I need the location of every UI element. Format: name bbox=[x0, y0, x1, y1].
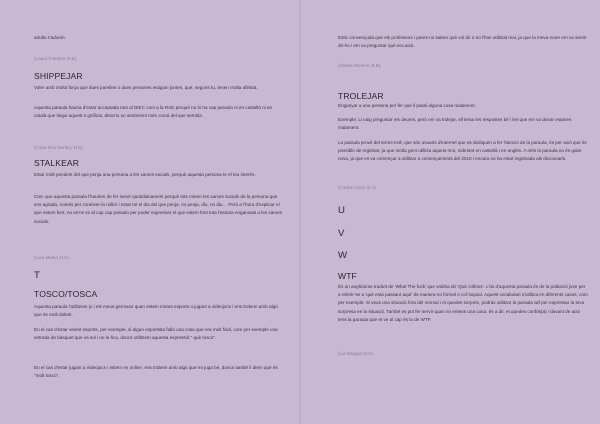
section-letter-v: V bbox=[338, 228, 345, 239]
tosco-example-sports: En el cas d'estar veient esports, per exemple, si algun esportista falla una cosa que era molt fàcil, com per exemple una entrada de bàsquet que va sol i no la fica, doncs utilitzem aquesta expressió " què tosco". bbox=[34, 327, 278, 341]
intro-citation: (Laura Fuentes 4t B) bbox=[34, 56, 77, 61]
tosco-definition: Aquesta paraula l'utilitzem jo i els meus germans quan estem mirant esports o jugant a videojocs i ens trobem amb algú que és molt dolent. bbox=[34, 304, 278, 318]
page-fold bbox=[299, 0, 301, 424]
tosco-example-videogames: En el cas d'estar jugant a videojocs i estem en online, ens trobem amb algú que no juga bé, doncs també li diem que és "molt tosco". bbox=[34, 365, 278, 379]
shippejar-explanation: Aquesta paraula hauria d'estar acceptada tant al DIEC com a la RAE perquè no hi ha cap paraula ni en castellà ni en català que tingui aquest s gnificat, descriu un sentiment més comú del que sembla. bbox=[34, 105, 273, 119]
entry-title-stalkear: STALKEAR bbox=[34, 158, 80, 168]
entry-title-wtf: WTF bbox=[338, 271, 357, 281]
stalkear-definition: Estar molt pendent del que penja una persona a les xarxes socials, perquè aquesta persona te el teu interès. bbox=[34, 172, 256, 177]
trolejar-example: Exemple: Li vaig preguntar els deures, però em va trolejar, ell tenia les respostes bé i les que em va donar estaven malament. bbox=[338, 117, 572, 131]
wtf-citation: (Lia Moguel 4t A) bbox=[338, 351, 373, 356]
entry-title-tosco: TOSCO/TOSCA bbox=[34, 289, 98, 299]
trolejar-definition: Enganyar a una persona per fer que li passi alguna cosa malament. bbox=[338, 103, 476, 108]
wtf-definition: És un anglicisme traduït de 'What The fuck' que voldria dir 'Què collons'. L'ús d'aquesta paraula és de la població jove per a referir-se a 'què està passant aquí' de manera no formal o col·loquial. Aquest vocabulari s'utilitza en diferents casos, com per exemple: Si veus una situació fora del normal i et quedes sorprès, podràs utilitzar la paraula wtf per expressar la teva sorpresa en la situació. També es pot fer servir quan no entens una cosa, és a dir, et quedes confós(a) i davant de això tens la paraula que et ve al cap és la de WTF. bbox=[338, 284, 588, 322]
entry-title-trolejar: TROLEJAR bbox=[338, 91, 384, 101]
trolejar-origin: La paraula prové del terme troll, que són usuaris d'internet que es dediquen a fer l'asoció de la paraula, és per això que és possible de registrar, ja que molta gent utilitza aquest mot, sobretot en castellà i en anglès. A més la paraula no és gaire nova, ja que es va començar a utilitzar a començaments del 2010 i encara no ha estat registrada als diccionaris. bbox=[338, 140, 587, 162]
entry-title-shippejar: SHIPPEJAR bbox=[34, 71, 83, 81]
shippejar-definition: Voler amb molta força que dues parelles o dues persones estiguin juntes, que, segons tu, tenen molta afinitat. bbox=[34, 85, 258, 90]
intro-citation: (Gisela Moreno 4t B) bbox=[338, 63, 381, 68]
section-letter-u: U bbox=[338, 205, 345, 216]
intro-text: adults s'adonin. bbox=[34, 35, 66, 40]
section-letter-w: W bbox=[338, 250, 348, 261]
stalkear-citation: (Laia Masià 4t A) bbox=[34, 255, 69, 260]
section-letter-t: T bbox=[34, 270, 40, 281]
trolejar-citation: (Carlos Cano 4t A) bbox=[338, 185, 376, 190]
intro-text: Estic convençuda que els professors i pares no saben què vol dir o no l'han utilitzat mai, ja que la meva mare em va sentir dir-ho i em va preguntar què era això. bbox=[338, 35, 587, 49]
shippejar-citation: (Carla Dux-Santoy 4t D) bbox=[34, 145, 84, 150]
stalkear-explanation: Crec que aquesta paraula l'haurien de fer servir quotidianament perquè tots mirem les xarxes socials de la persona que ens agrada, només per conèixer-la millor i estar tot el dia del que penja, no penja, diu, no diu… Però a l'hora d'explicar el que estem fent, no se'ns ve al cap cap paraula per poder expressar el que estem fent tota l'estona enganxats a les xarxes socials. bbox=[34, 194, 282, 224]
